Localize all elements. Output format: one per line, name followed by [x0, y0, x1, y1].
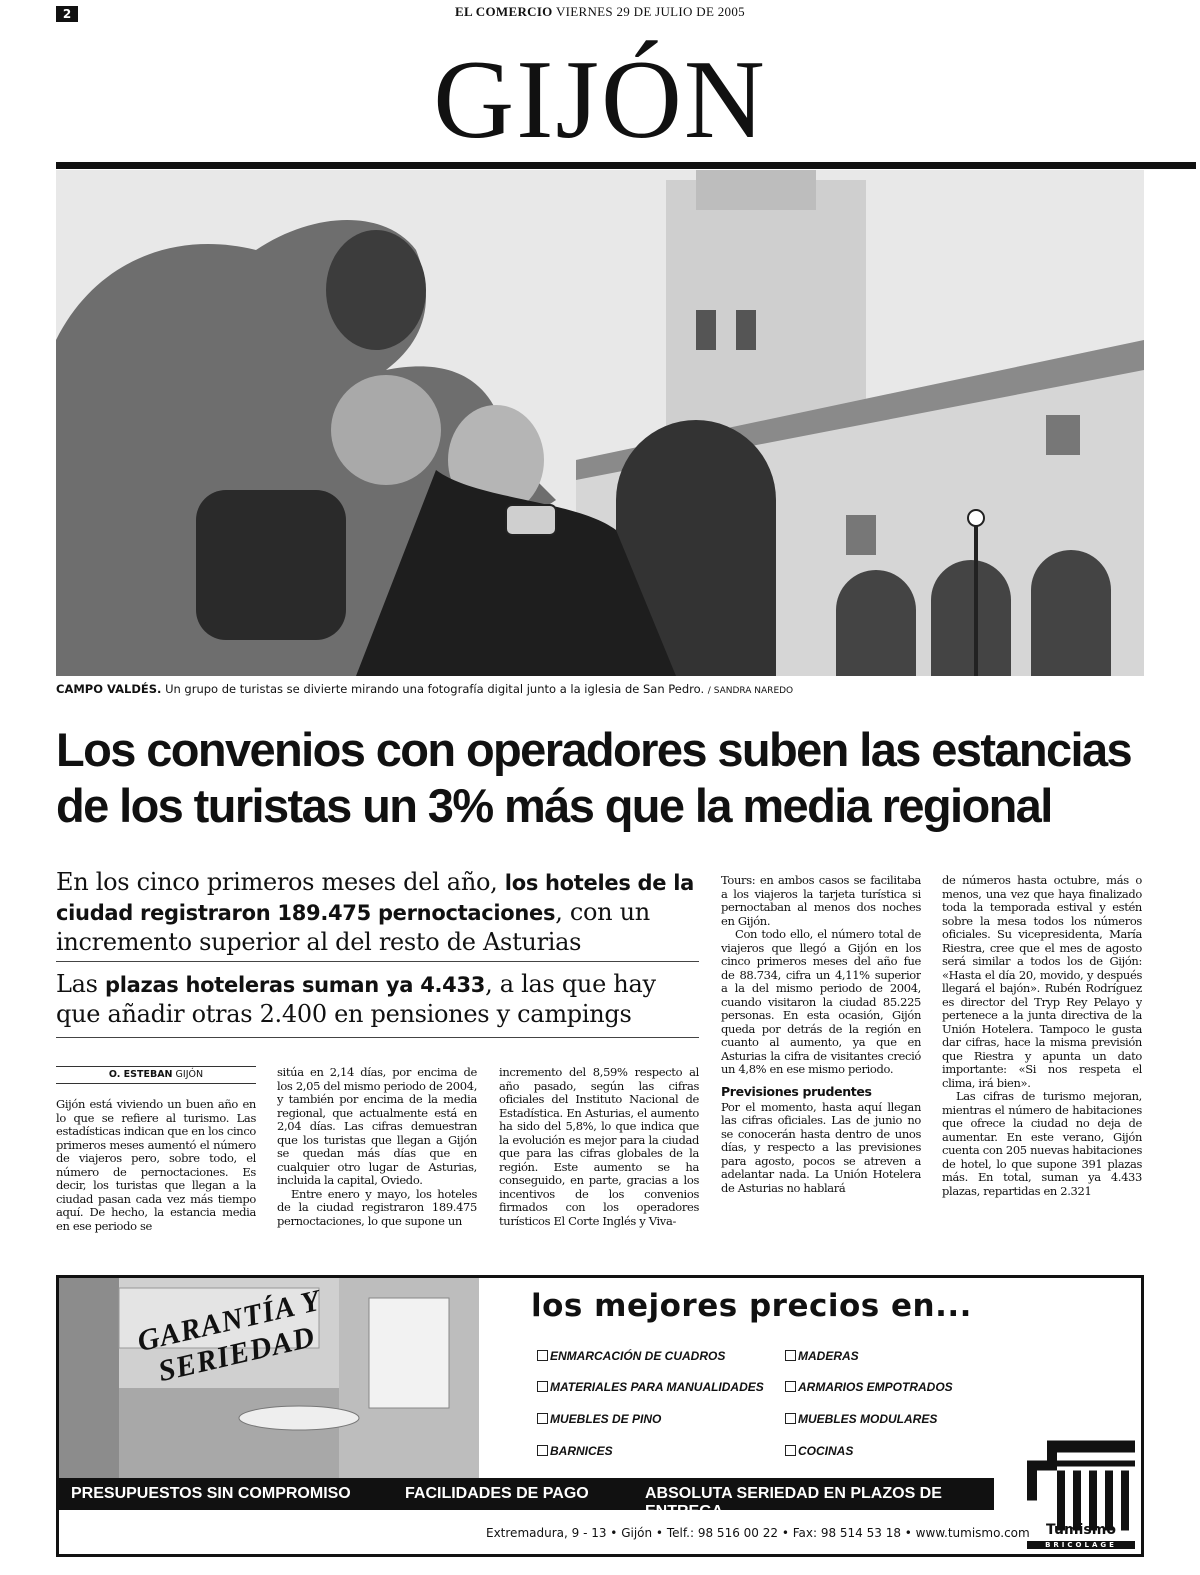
section-subhead: Previsiones prudentes — [721, 1083, 872, 1099]
ad-logo-sub: BRICOLAGE — [1027, 1541, 1135, 1549]
advertisement — [56, 1275, 1144, 1557]
headline-line-1: Los convenios con operadores suben las estancias — [56, 723, 1132, 776]
checkbox-icon — [785, 1413, 796, 1424]
ad-logo-name: Tumismo — [1046, 1522, 1116, 1538]
paragraph: Las cifras de turismo mejoran, mientras el número de habitaciones que ofrece la ciudad no deja de aumentar. En este verano, Gijón cuenta con 205 nuevas habitaciones de hotel, lo que supone 391 plazas más. En total, suman ya 4.433 plazas, repartidas en 2.321 — [942, 1089, 1142, 1198]
paragraph: de números hasta octubre, más o menos, una vez que haya finalizado toda la temporada estival y estén sobre la mesa todos los números oficiales. Su vicepresidenta, María Riestra, cree que el mes de agosto será similar a todos los de Gijón: «Hasta el día 20, movido, y después llegará el bajón». Rubén Rodríguez es director del Tryp Rey Pelayo y pertenece a la junta directiva de la Unión Hotelera. Tampoco le gusta dar cifras, hace la misma previsión que Riestra y apunta un dato importante: «Si nos respeta el clima, irá bien». — [942, 874, 1142, 1090]
deck2-post: , a las que hay que añadir otras 2.400 en pensiones y campings — [56, 970, 656, 1028]
ad-banner-text: FACILIDADES DE PAGO — [405, 1485, 589, 1502]
masthead — [0, 4, 1200, 20]
page-number: 2 — [56, 6, 78, 22]
article-column-2 — [277, 1066, 477, 1248]
byline-place: GIJÓN — [175, 1069, 204, 1080]
ad-item: MATERIALES PARA MANUALIDADES — [537, 1380, 764, 1394]
ad-item: COCINAS — [785, 1444, 853, 1458]
subheadline-1 — [56, 868, 696, 957]
deck1-pre: En los cinco primeros meses del año, — [56, 868, 498, 896]
main-photo — [56, 170, 1144, 676]
deck2-bold: plazas hoteleras suman ya 4.433 — [105, 973, 486, 997]
ad-title: los mejores precios en... — [531, 1288, 972, 1324]
headline-line-2: de los turistas un 3% más que la media regional — [56, 779, 1052, 832]
newspaper-name: EL COMERCIO — [455, 4, 553, 19]
paragraph: Gijón está viviendo un buen año en lo que se refiere al turismo. Las estadísticas indican que en los cinco primeros meses aumentó el número de viajeros pero, sobre todo, el número de pernoctaciones. Es decir, los turistas que llegan a la ciudad pasan cada vez más tiempo aquí. De hecho, la estancia media en ese periodo se — [56, 1098, 256, 1233]
headline — [56, 722, 1156, 834]
article-column-5 — [942, 874, 1142, 1248]
paragraph: Por el momento, hasta aquí llegan las cifras oficiales. Las de junio no se conocerán hasta dentro de unos días, y respecto a las previsiones para agosto, pocos se atreven a adelantar nada. La Unión Hotelera de Asturias no hablará — [721, 1099, 921, 1195]
paragraph: incremento del 8,59% respecto al año pasado, según las cifras oficiales del Instituto Nacional de Estadística. En Asturias, el aumento ha sido del 5,8%, lo que indica que la evolución es mejor para la ciudad que para las cifras globales de la región. Este aumento se ha conseguido, en parte, gracias a los incentivos de los convenios firmados con los operadores turísticos El Corte Inglés y Viva- — [499, 1066, 699, 1228]
subheadline-2 — [56, 970, 696, 1029]
ad-banner-text: ABSOLUTA SERIEDAD EN PLAZOS DE ENTREGA — [645, 1485, 942, 1520]
section-title: GIJÓN — [433, 38, 767, 162]
byline — [56, 1066, 256, 1084]
caption-text: Un grupo de turistas se divierte mirando una fotografía digital junto a la iglesia de San Pedro. — [165, 682, 705, 696]
ad-banner-text: PRESUPUESTOS SIN COMPROMISO — [71, 1485, 351, 1502]
ad-item: MUEBLES MODULARES — [785, 1412, 937, 1426]
paragraph: Con todo ello, el número total de viajeros que llegó a Gijón en los cinco primeros meses del año fue de 88.734, cifra un 4,11% superior a la del mismo periodo de 2004, cuando visitaron la ciudad 85.225 personas. En esta ocasión, Gijón queda por detrás de la región en cuanto al aumento, ya que en Asturias la cifra de visitantes creció un 4,8% en ese mismo periodo. — [721, 927, 921, 1076]
deck-divider — [56, 961, 699, 962]
deck1-post: , con un incremento superior al del resto de Asturias — [56, 898, 650, 956]
paragraph: Tours: en ambos casos se facilitaba a los viajeros la tarjeta turística si pernoctaban al menos dos noches en Gijón. — [721, 874, 921, 928]
ad-item: BARNICES — [537, 1444, 613, 1458]
paragraph: sitúa en 2,14 días, por encima de los 2,05 del mismo periodo de 2004, y también por encima de la media regional, que actualmente está en 2,04 días. Las cifras demuestran que los turistas que llegan a Gijón se quedan más días que en cualquier otro lugar de Asturias, incluida la capital, Oviedo. — [277, 1066, 477, 1187]
photo-credit: / SANDRA NAREDO — [707, 686, 794, 696]
checkbox-icon — [537, 1350, 548, 1361]
ad-item: ARMARIOS EMPOTRADOS — [785, 1380, 953, 1394]
article-column-3 — [499, 1066, 699, 1248]
checkbox-icon — [785, 1381, 796, 1392]
issue-date: VIERNES 29 DE JULIO DE 2005 — [555, 4, 745, 19]
ad-banner — [59, 1478, 994, 1520]
deck1-bold: los hoteles de la ciudad registraron 189.475 pernoctaciones — [56, 871, 694, 925]
checkbox-icon — [785, 1445, 796, 1456]
paragraph: Entre enero y mayo, los hoteles de la ciudad registraron 189.475 pernoctaciones, lo que supone un — [277, 1186, 477, 1228]
ad-item: MUEBLES DE PINO — [537, 1412, 661, 1426]
ad-stamp: GARANTÍA Y SERIEDAD — [134, 1283, 324, 1389]
checkbox-icon — [785, 1350, 796, 1361]
checkbox-icon — [537, 1445, 548, 1456]
ad-item: ENMARCACIÓN DE CUADROS — [537, 1349, 725, 1363]
caption-lead: CAMPO VALDÉS. — [56, 682, 162, 696]
checkbox-icon — [537, 1381, 548, 1392]
article-column-1 — [56, 1098, 256, 1248]
ad-contact: Extremadura, 9 - 13 • Gijón • Telf.: 98 516 00 22 • Fax: 98 514 53 18 • www.tumismo.com — [486, 1526, 1030, 1540]
article-column-4 — [721, 874, 921, 1248]
deck-divider — [56, 1037, 699, 1038]
section-rule — [56, 162, 1196, 169]
checkbox-icon — [537, 1413, 548, 1424]
deck2-pre: Las — [56, 970, 98, 998]
byline-author: O. ESTEBAN — [108, 1069, 173, 1080]
ad-item: MADERAS — [785, 1349, 859, 1363]
photo-caption — [56, 682, 1144, 696]
